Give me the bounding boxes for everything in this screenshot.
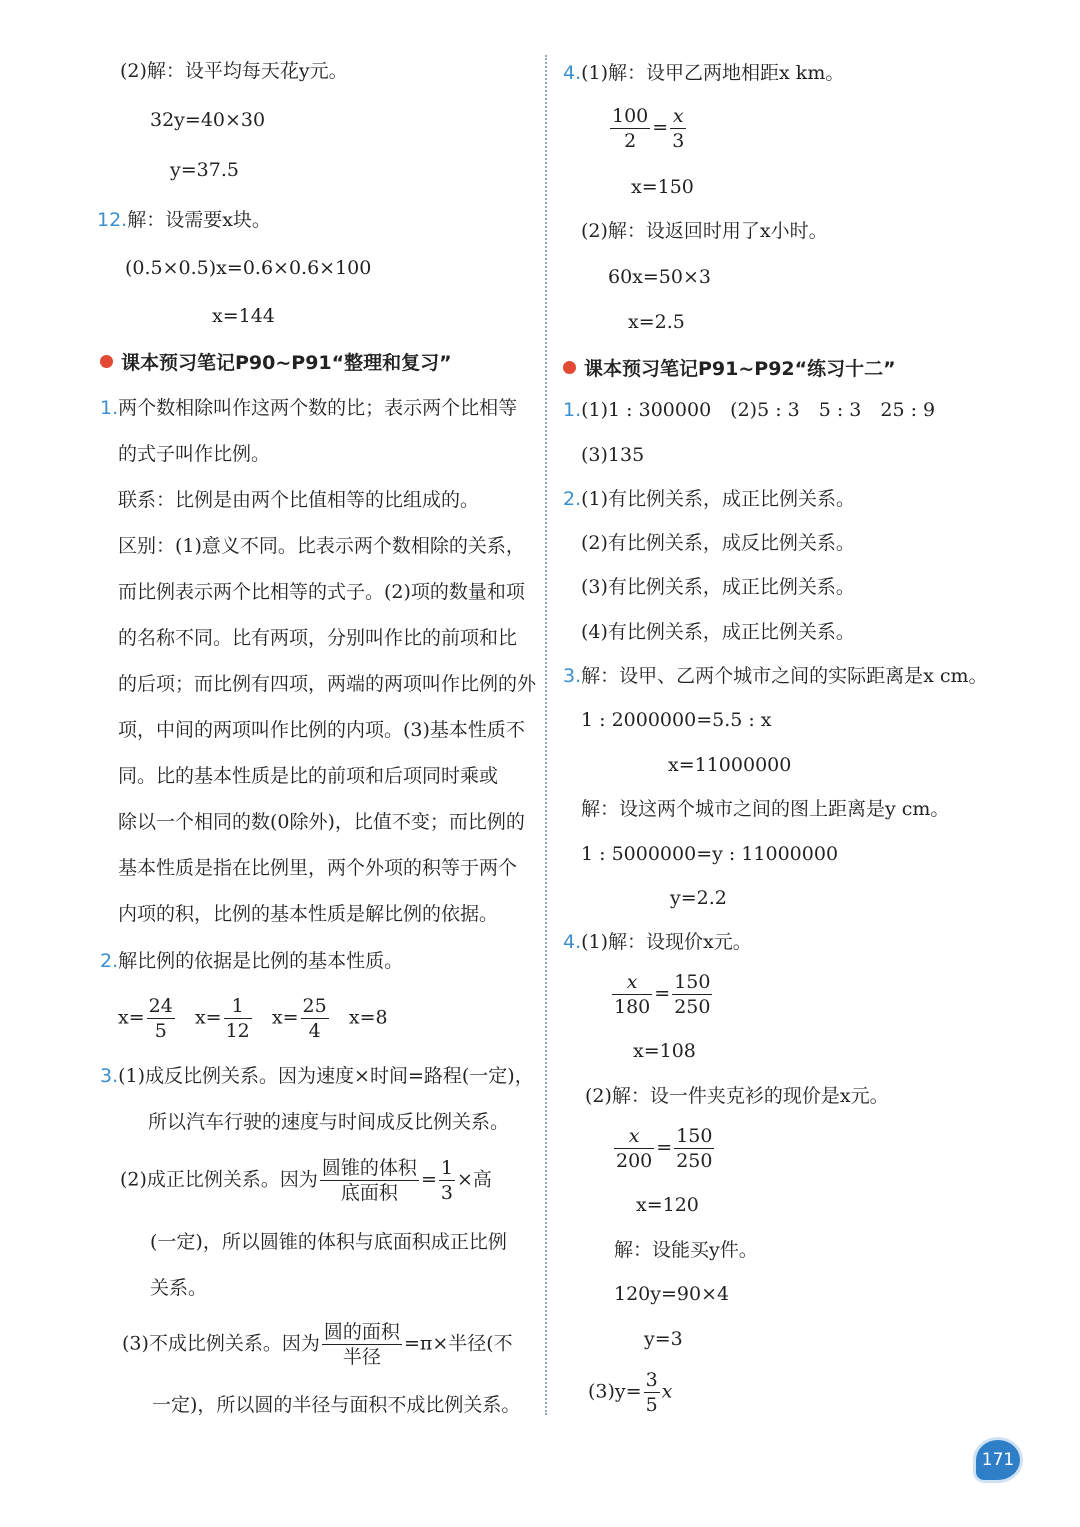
text: (3)不成比例关系。因为 [122,1332,320,1355]
denominator: 180 [614,996,651,1018]
fraction [439,1156,455,1205]
equation: 60x=50×3 [608,266,711,288]
proportion [610,970,714,1019]
fraction [322,1320,402,1369]
proportion [608,104,688,153]
fraction [674,1124,714,1173]
text-line: (1)有比例关系，成正比例关系。 [581,488,856,510]
practice-3 [563,663,988,689]
text: (2)成正比例关系。因为 [120,1168,318,1191]
text-line: 项，中间的两项叫作比例的内项。(3)基本性质不 [118,719,525,741]
fraction [644,1368,660,1417]
fraction [147,994,175,1043]
numerator: x [670,104,686,129]
text-line: 联系：比例是由两个比值相等的比组成的。 [118,489,480,511]
denominator: 5 [645,1394,658,1416]
section-heading [100,348,452,375]
question-4 [563,60,844,86]
text-line: 区别：(1)意义不同。比表示两个数相除的关系， [118,535,525,557]
answer-prefix: x= [271,1006,299,1029]
text-line: (3)135 [581,444,645,466]
page-number-badge: 171 [976,1440,1020,1480]
text-line: 所以汽车行驶的速度与时间成反比例关系。 [148,1111,510,1133]
fraction [670,104,686,153]
practice-2 [563,486,855,512]
numerator: 圆的面积 [323,1321,400,1343]
question-text: 解比例的依据是比例的基本性质。 [118,950,404,972]
text-line: (一定)，所以圆锥的体积与底面积成正比例 [150,1231,507,1253]
section-heading [563,354,896,381]
numerator: x [614,1124,654,1149]
text: (3)y= [588,1380,642,1403]
question-number: 3. [100,1065,119,1087]
equals: = [656,1136,673,1159]
equation: y=2.2 [670,887,727,909]
text-line: 关系。 [150,1277,208,1299]
question-number: 2. [100,950,119,972]
practice-1 [563,397,935,423]
numerator: 100 [612,105,649,127]
numerator: 25 [302,995,327,1017]
fraction [301,994,329,1043]
denominator: 12 [225,1020,250,1042]
equation: x=144 [212,305,275,327]
equation: y=3 [644,1328,683,1350]
numerator: 1 [224,994,252,1019]
text-line: 同。比的基本性质是比的前项和后项同时乘或 [118,765,499,787]
equation: x=108 [633,1040,696,1062]
text-line: 一定)，所以圆的半径与面积不成比例关系。 [152,1394,521,1416]
text-line: 解：设甲、乙两个城市之间的实际距离是x cm。 [581,665,988,687]
question-3 [100,1063,534,1089]
text-line: 的名称不同。比有两项，分别叫作比的前项和比 [118,627,518,649]
question-number: 4. [563,931,582,953]
question-2 [100,948,403,974]
text-line: 而比例表示两个比相等的式子。(2)项的数量和项 [118,581,525,603]
denominator: 200 [616,1150,653,1172]
practice-4 [563,929,752,955]
q2-answers [118,994,388,1043]
text-line: (2)有比例关系，成反比例关系。 [581,532,855,554]
question-number: 12. [97,209,128,231]
equals: = [654,982,671,1005]
numerator: x [612,970,652,995]
numerator: 150 [676,1125,713,1147]
question-number: 1. [563,399,582,421]
answer-prefix: x= [194,1006,222,1029]
bullet-icon [563,361,576,374]
denominator: 3 [440,1182,453,1204]
equation: x=2.5 [628,311,685,333]
numerator: 圆锥的体积 [321,1157,417,1179]
text-line: 除以一个相同的数(0除外)，比值不变；而比例的 [118,811,525,833]
equation: 1 : 5000000=y : 11000000 [581,843,839,865]
equation: 120y=90×4 [614,1283,730,1305]
denominator: 半径 [342,1346,381,1368]
text-line: (2)解：设一件夹克衫的现价是x元。 [585,1085,889,1107]
text-line: (1)成反比例关系。因为速度×时间=路程(一定)， [118,1065,534,1087]
equation: y=37.5 [170,159,239,181]
fraction [612,970,652,1019]
text-line: (4)有比例关系，成正比例关系。 [581,621,855,643]
text-line: (2)解：设返回时用了x小时。 [581,220,828,242]
question-text: (1)解：设甲乙两地相距x km。 [581,62,845,84]
question-number: 3. [563,665,582,687]
equation [588,1368,672,1417]
text-line: (3)有比例关系，成正比例关系。 [581,576,855,598]
text-line: 内项的积，比例的基本性质是解比例的依据。 [118,903,499,925]
question-1-line [100,395,517,421]
text-line: (1)解：设现价x元。 [581,931,752,953]
fraction [672,970,712,1019]
fraction [610,104,650,153]
denominator: 250 [676,1150,713,1172]
denominator: 底面积 [340,1182,398,1204]
question-number: 2. [563,488,582,510]
text-line: 解：设这两个城市之间的图上距离是y cm。 [581,798,950,820]
fraction [614,1124,654,1173]
proportion [612,1124,716,1173]
numerator: 24 [148,995,173,1017]
equation: x=120 [636,1194,699,1216]
text-line: 两个数相除叫作这两个数的比；表示两个比相等 [118,397,518,419]
equation: x=150 [631,176,694,198]
equals: = [420,1168,437,1191]
section-title: 课本预习笔记P90~P91“整理和复习” [121,352,452,374]
numerator: 3 [645,1369,658,1391]
numerator: 1 [440,1157,453,1179]
line-q11-2: (2)解：设平均每天花y元。 [120,60,348,82]
equation: 1 : 2000000=5.5 : x [581,709,772,731]
denominator: 250 [674,996,711,1018]
column-divider [545,55,547,1415]
answer-prefix: x= [118,1006,145,1029]
text-line: 的式子叫作比例。 [118,443,271,465]
denominator: 4 [308,1020,321,1042]
question-text: 解：设需要x块。 [127,209,271,231]
question-number: 1. [100,397,119,419]
denominator: 3 [672,130,685,152]
equation: 32y=40×30 [150,109,266,131]
question-12 [97,207,271,233]
text-line: 的后项；而比例有四项，两端的两项叫作比例的外 [118,673,537,695]
text: ×高 [456,1168,492,1191]
q3-3-line [122,1320,513,1369]
equation: (0.5×0.5)x=0.6×0.6×100 [125,257,372,279]
denominator: 2 [624,130,637,152]
text-line: (1)1 : 300000 (2)5 : 3 5 : 3 25 : 9 [581,399,936,421]
text-line: 基本性质是指在比例里，两个外项的积等于两个 [118,857,518,879]
question-number: 4. [563,62,582,84]
answer: x=8 [348,1006,388,1029]
fraction [320,1156,419,1205]
section-title: 课本预习笔记P91~P92“练习十二” [584,358,896,380]
bullet-icon [100,355,113,368]
text: =π×半径(不 [403,1332,513,1355]
denominator: 5 [154,1020,167,1042]
variable: x [661,1380,673,1403]
text-line: 解：设能买y件。 [614,1239,758,1261]
numerator: 150 [674,971,711,993]
equation: x=11000000 [668,754,792,776]
fraction [224,994,252,1043]
equals: = [652,116,669,139]
q3-2-line [120,1156,492,1205]
